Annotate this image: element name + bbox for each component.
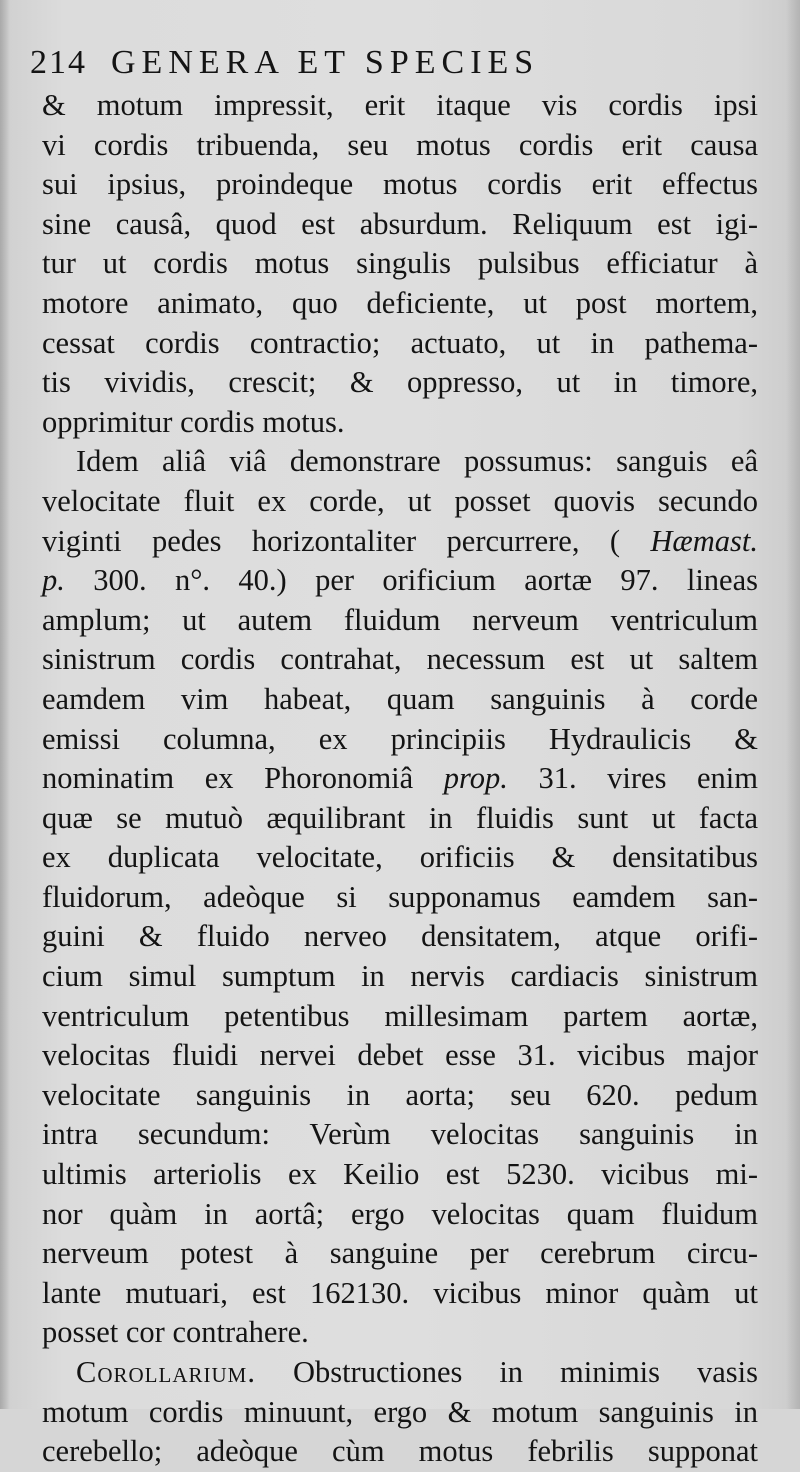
text-line-3: sui ipsius, proindeque motus cordis erit effectus [42,167,758,202]
text-line-28: ultimis arteriolis ex Keilio est 5230. vicibus mi- [42,1157,758,1192]
text-line-21: fluidorum, adeòque si supponamus eamdem san- [42,879,758,914]
text-line-13-roman: 300. n°. 40.) per orificium aortæ 97. lineas [64,563,758,598]
page-number: 214 [30,44,87,81]
citation-page: p. [42,563,65,598]
text-line-9: opprimitur cordis motus. [42,404,345,439]
text-line-8: tis vividis, crescit; & oppresso, ut in timore, [42,365,758,400]
text-line-14: amplum; ut autem fluidum nerveum ventriculum [42,602,758,637]
running-title: GENERA ET SPECIES [111,44,540,81]
text-line-19: quæ se mutuò æquilibrant in fluidis sunt ut facta [42,800,758,835]
text-line-33 [42,1353,758,1393]
text-line-5: tur ut cordis motus singulis pulsibus efficiatur à [42,246,758,281]
text-line-33-tail: Obstructiones in minimis vasis [255,1355,758,1389]
text-line-27: intra secundum: Verùm velocitas sanguinis in [42,1117,758,1152]
corollarium-heading: Corollarium. [76,1355,256,1389]
text-line-31: lante mutuari, est 162130. vicibus minor quàm ut [42,1275,758,1310]
citation-haemast: Hæmast. [650,523,758,558]
text-line-6: motore animato, quo deficiente, ut post mortem, [42,285,758,320]
text-line-34: motum cordis minuunt, ergo & motum sanguinis in [42,1394,758,1429]
text-line-20: ex duplicata velocitate, orificiis & densitatibus [42,840,758,875]
text-line-35: cerebello; adeòque cùm motus febrilis supponat [42,1434,758,1469]
text-line-23: cium simul sumptum in nervis cardiacis sinistrum [42,959,758,994]
text-line-24: ventriculum petentibus millesimam partem aortæ, [42,998,758,1033]
text-line-2: vi cordis tribuenda, seu motus cordis erit causa [42,127,758,162]
text-line-22: guini & fluido nerveo densitatem, atque orifi- [42,919,758,954]
text-line-12-roman: viginti pedes horizontaliter percurrere, ( [42,523,620,558]
text-line-15: sinistrum cordis contrahat, necessum est ut saltem [42,642,758,677]
text-line-17: emissi columna, ex principiis Hydraulicis & [42,721,758,756]
text-line-10: Idem aliâ viâ demonstrare possumus: sanguis eâ [76,444,758,479]
text-line-7: cessat cordis contractio; actuato, ut in pathema- [42,325,758,360]
text-line-29: nor quàm in aortâ; ergo velocitas quam fluidum [42,1196,758,1231]
text-line-16: eamdem vim habeat, quam sanguinis à corde [42,681,758,716]
text-line-12 [42,522,758,562]
text-line-32: posset cor contrahere. [42,1315,309,1350]
text-line-30: nerveum potest à sanguine per cerebrum circu- [42,1236,758,1271]
text-line-13 [42,561,758,601]
text-line-26: velocitate sanguinis in aorta; seu 620. pedum [42,1077,758,1112]
citation-prop: prop. [443,761,508,796]
page-edge-shadow-left [0,0,10,1409]
text-line-18-roman: nominatim ex Phoronomiâ [42,761,444,796]
text-line-18-tail: 31. vires enim [507,761,758,796]
text-line-4: sine causâ, quod est absurdum. Reliquum est igi- [42,206,758,241]
text-line-1: & motum impressit, erit itaque vis cordis ipsi [42,88,758,122]
text-line-11: velocitate fluit ex corde, ut posset quovis secundo [42,483,758,518]
text-line-25: velocitas fluidi nervei debet esse 31. vicibus major [42,1038,758,1073]
text-line-18 [42,759,758,799]
page-edge-shadow-right [786,0,800,1409]
body-text [42,86,758,1472]
running-header [30,44,770,88]
